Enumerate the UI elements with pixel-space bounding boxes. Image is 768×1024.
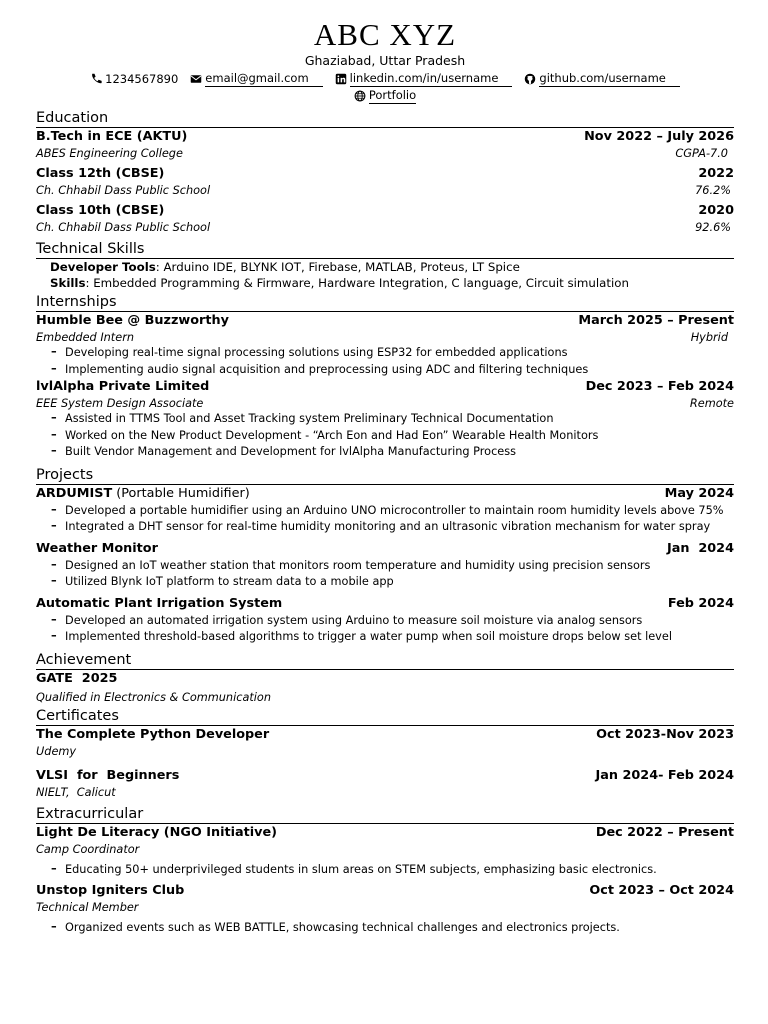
date: Dec 2022 – Present [595,824,734,840]
school: ABES Engineering College [36,147,183,160]
role: Embedded Intern [36,331,134,344]
date: 2022 [698,166,734,181]
date: 2020 [698,203,734,218]
list-item: – Organized events such as WEB BATTLE, showcasing technical challenges and electronics projects. [51,920,734,937]
school: Ch. Chhabil Dass Public School [36,221,211,234]
education-entry [36,165,734,198]
work-mode: Remote [689,397,734,410]
github-contact[interactable] [524,71,679,87]
certificate-entry [36,767,734,800]
degree: Class 10th (CBSE) [36,203,165,218]
skills-tools-value: : Arduino IDE, BLYNK IOT, Firebase, MATLAB, Proteus, LT Spice [155,260,520,274]
date: March 2025 – Present [578,313,734,328]
date: Oct 2023 – Oct 2024 [589,883,734,898]
skills-skills [36,276,734,292]
email-link[interactable]: email@gmail.com [205,71,322,87]
bullet-list [36,613,734,646]
portfolio-link[interactable]: Portfolio [368,88,417,102]
bullet-list [36,862,734,879]
linkedin-icon [335,73,347,85]
phone-contact [90,72,178,87]
section-skills-title: Technical Skills [36,240,734,259]
section-projects-title: Projects [36,466,734,485]
score: 76.2% [695,184,731,197]
project-title-line [36,485,250,503]
achievement-detail: Qualified in Electronics & Communication [36,690,272,704]
project-title: ARDUMIST [36,485,113,501]
company: Humble Bee @ Buzzworthy [36,313,229,328]
education-list [36,128,734,235]
list-item: – Developed a portable humidifier using an Arduino UNO microcontroller to maintain room humidity levels above 75% [51,503,734,520]
section-extracurricular-title: Extracurricular [36,805,734,824]
candidate-name: ABC XYZ [313,17,457,52]
bullet-list [36,920,734,937]
list-item: – Utilized Blynk IoT platform to stream data to a mobile app [51,574,734,591]
education-entry [36,202,734,235]
list-item: – Implemented threshold-based algorithms to trigger a water pump when soil moisture drops below set level [51,629,734,646]
portfolio-contact[interactable] [354,88,416,104]
extracurricular-entry [36,824,734,879]
score: 92.6% [695,221,731,234]
date: May 2024 [664,485,734,501]
phone-icon [90,73,102,85]
project-title: Automatic Plant Irrigation System [36,595,283,611]
resume-page [36,18,734,937]
activity-role: Technical Member [36,901,139,914]
globe-icon [354,90,366,102]
degree: Class 12th (CBSE) [36,166,165,181]
achievement-title: GATE 2025 [36,670,118,686]
contact-bar [36,71,734,87]
skills-tools-label: Developer Tools [50,260,156,274]
date: Dec 2023 – Feb 2024 [585,379,734,394]
role: EEE System Design Associate [36,397,204,410]
list-item: – Integrated a DHT sensor for real-time humidity monitoring and an ultrasonic vibration mechanism for water spray [51,519,734,536]
date: Feb 2024 [667,595,734,611]
list-item: – Developed an automated irrigation system using Arduino to measure soil moisture via analog sensors [51,613,734,630]
school: Ch. Chhabil Dass Public School [36,184,211,197]
section-internships-title: Internships [36,293,734,312]
skills-tools [36,260,734,276]
bullet-list [36,558,734,591]
extracurricular-entry [36,882,734,937]
activity-title: Light De Literacy (NGO Initiative) [36,824,277,840]
issuer: Udemy [36,744,77,758]
certificate-title: The Complete Python Developer [36,726,270,742]
linkedin-contact[interactable] [335,71,513,87]
skills-skills-label: Skills [50,275,86,290]
envelope-icon [190,73,202,85]
phone-number: 1234567890 [105,71,179,86]
linkedin-link[interactable]: linkedin.com/in/username [350,71,513,87]
list-item: – Worked on the New Product Development - “Arch Eon and Had Eon” Wearable Health Monitors [51,428,734,445]
date: Oct 2023-Nov 2023 [596,726,734,742]
education-entry [36,128,734,161]
activity-title: Unstop Igniters Club [36,883,185,898]
github-link[interactable]: github.com/username [539,71,679,87]
date: Jan 2024 [666,540,734,556]
bullet-list [36,503,734,536]
date: Jan 2024- Feb 2024 [595,767,734,783]
bullet-list [36,411,734,461]
email-contact[interactable] [190,71,322,87]
list-item: – Developing real-time signal processing solutions using ESP32 for embedded applications [51,345,734,362]
certificate-entry [36,726,734,759]
internship-entry [36,378,734,461]
project-entry [36,485,734,536]
bullet-list [36,345,734,378]
section-certificates-title: Certificates [36,707,734,726]
date: Nov 2022 – July 2026 [584,129,734,144]
list-item: – Built Vendor Management and Development for lvlAlpha Manufacturing Process [51,444,734,461]
project-entry [36,540,734,591]
score: CGPA-7.0 [675,147,728,160]
work-mode: Hybrid [690,331,728,344]
list-item: – Implementing audio signal acquisition and preprocessing using ADC and filtering techniques [51,362,734,379]
location: Ghaziabad, Uttar Pradesh [304,53,466,68]
skills-skills-value: : Embedded Programming & Firmware, Hardware Integration, C language, Circuit simulation [85,275,629,290]
project-subtitle: (Portable Humidifier) [112,485,250,501]
portfolio-row [36,88,734,104]
internship-entry [36,312,734,378]
company: lvlAlpha Private Limited [36,379,210,394]
activity-role: Camp Coordinator [36,842,140,856]
list-item: – Assisted in TTMS Tool and Asset Tracking system Preliminary Technical Documentation [51,411,734,428]
list-item: – Designed an IoT weather station that monitors room temperature and humidity using precision sensors [51,558,734,575]
degree: B.Tech in ECE (AKTU) [36,129,188,144]
section-education-title: Education [36,109,734,128]
github-icon [524,73,536,85]
section-achievement-title: Achievement [36,651,734,670]
list-item: – Educating 50+ underprivileged students in slum areas on STEM subjects, emphasizing basic electronics. [51,862,734,879]
issuer: NIELT, Calicut [36,785,116,799]
certificate-title: VLSI for Beginners [36,767,180,783]
project-title: Weather Monitor [36,540,158,556]
project-entry [36,595,734,646]
